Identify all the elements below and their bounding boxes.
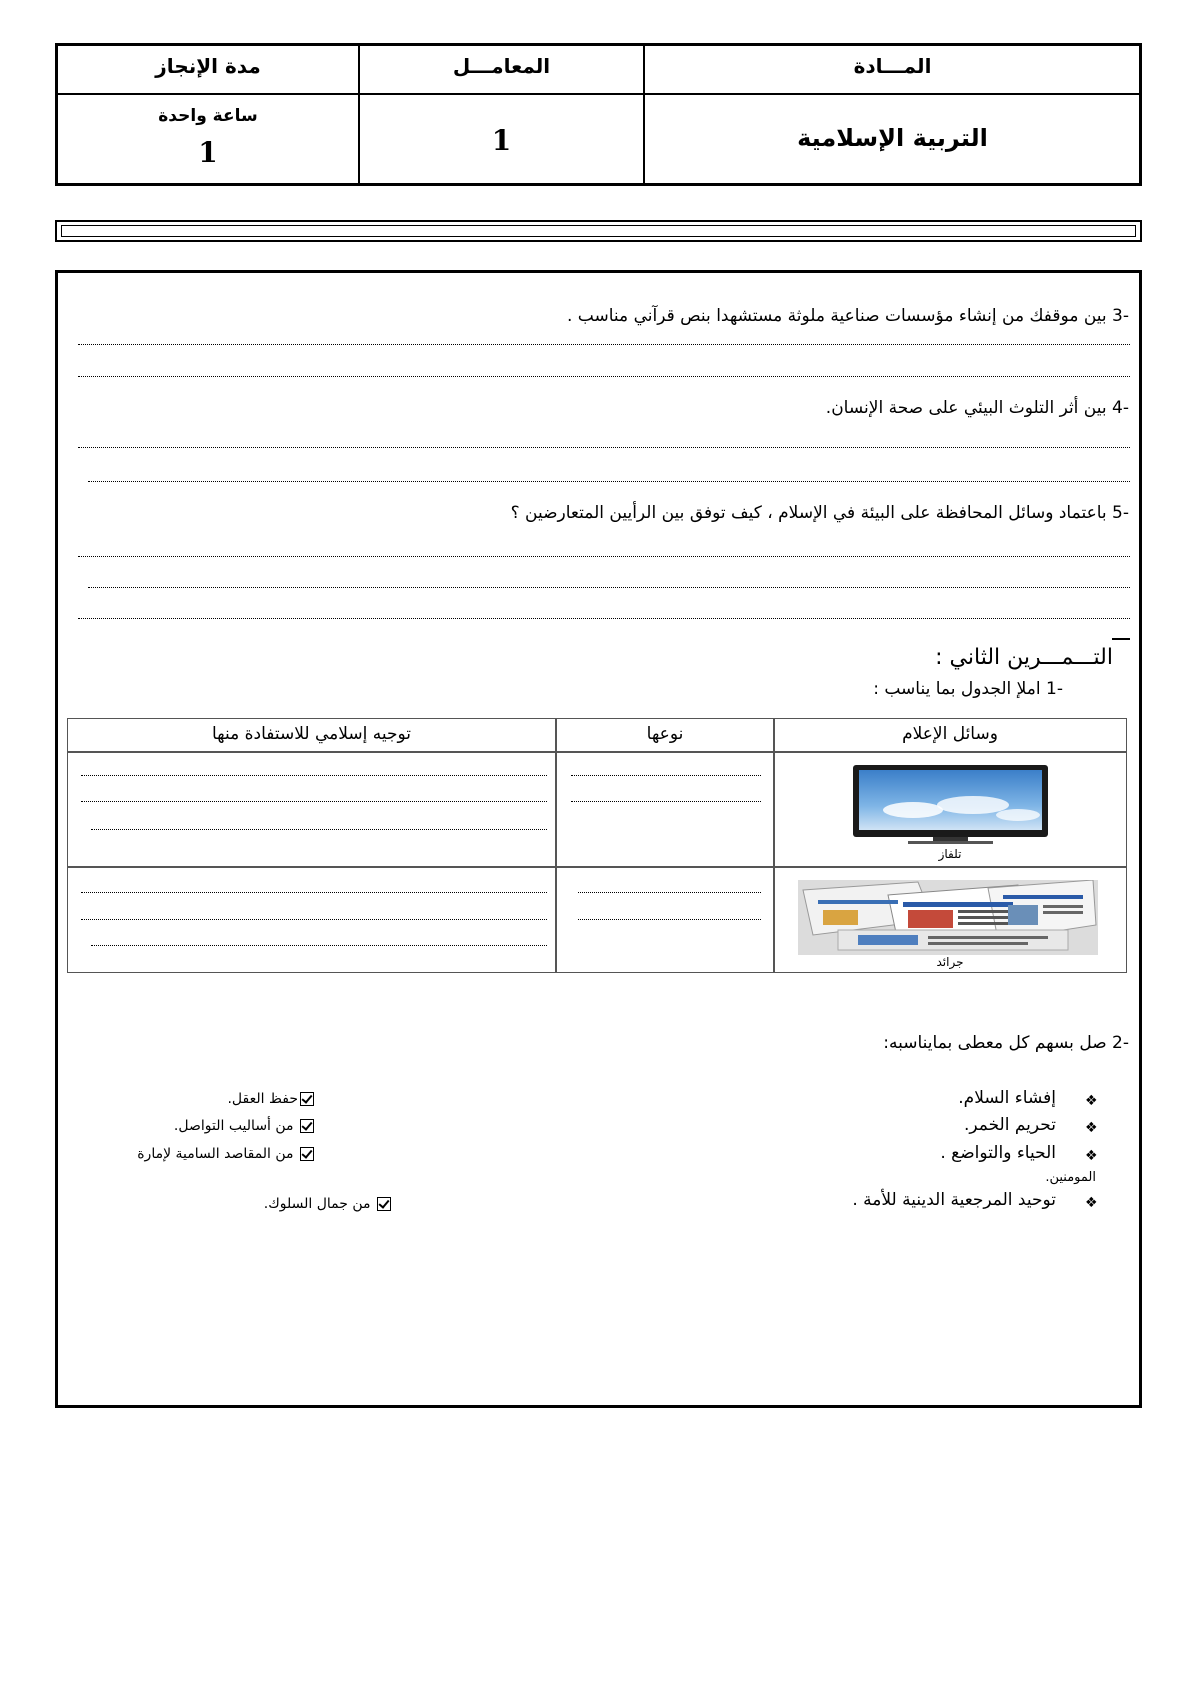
match-item: تحريم الخمر. [963, 1115, 1056, 1135]
checkbox-icon [300, 1147, 314, 1161]
media-caption: جرائد [936, 955, 964, 969]
answer-line[interactable] [81, 892, 547, 893]
col-header-type: نوعها [646, 724, 684, 744]
subject-label: المـــادة [853, 54, 932, 78]
diamond-bullet-icon: ❖ [1085, 1093, 1098, 1109]
coefficient-label: المعامـــل [452, 54, 551, 78]
overflow-word: المومنين. [1045, 1170, 1096, 1185]
answer-line[interactable] [91, 829, 547, 830]
match-option: من جمال السلوك. [264, 1196, 391, 1212]
answer-line[interactable] [78, 447, 1130, 448]
media-caption: تلفاز [938, 847, 962, 861]
match-item: توحيد المرجعية الدينية للأمة . [852, 1190, 1056, 1210]
question-5: -5 باعتماد وسائل المحافظة على البيئة في الإسلام ، كيف توفق بين الرأيين المتعارضين ؟ [510, 503, 1129, 523]
col-header-guidance: توجيه إسلامي للاستفادة منها [211, 724, 412, 744]
match-option: من أساليب التواصل. [174, 1118, 314, 1134]
newspapers-image [798, 880, 1098, 955]
duration-text: ساعة واحدة [158, 106, 258, 126]
answer-line[interactable] [578, 892, 761, 893]
subject-value: التربية الإسلامية [797, 124, 988, 152]
checkbox-icon [300, 1119, 314, 1133]
coefficient-value: 1 [491, 124, 512, 157]
exercise-2-title: التـــمـــرين الثاني : [935, 645, 1113, 670]
answer-line[interactable] [81, 775, 547, 776]
duration-label: مدة الإنجاز [155, 54, 261, 78]
match-option: حفظ العقل. [227, 1091, 314, 1107]
answer-line[interactable] [91, 945, 547, 946]
match-option: من المقاصد السامية لإمارة [137, 1146, 314, 1162]
answer-line[interactable] [88, 481, 1130, 482]
dash-mark [1112, 638, 1130, 640]
col-header-media: وسائل الإعلام [902, 724, 998, 744]
answer-line[interactable] [78, 376, 1130, 377]
tv-image [853, 765, 1048, 845]
header-table [55, 43, 1142, 186]
separator-band [55, 220, 1142, 242]
media-table [67, 718, 1127, 973]
answer-line[interactable] [78, 556, 1130, 557]
answer-line[interactable] [578, 919, 761, 920]
answer-line[interactable] [78, 344, 1130, 345]
match-item: إفشاء السلام. [958, 1088, 1056, 1108]
match-item: الحياء والتواضع . [940, 1143, 1056, 1163]
answer-line[interactable] [81, 801, 547, 802]
answer-line[interactable] [88, 587, 1130, 588]
answer-line[interactable] [78, 618, 1130, 619]
question-4: -4 بين أثر التلوث البيئي على صحة الإنسان. [825, 398, 1129, 418]
answer-line[interactable] [81, 919, 547, 920]
exercise-2-q2: -2 صل بسهم كل معطى بمايناسبه: [883, 1033, 1129, 1053]
diamond-bullet-icon: ❖ [1085, 1148, 1098, 1164]
answer-line[interactable] [571, 801, 761, 802]
duration-value: 1 [198, 136, 218, 169]
checkbox-icon [377, 1197, 391, 1211]
header-divider [58, 93, 1139, 95]
checkbox-icon [300, 1092, 314, 1106]
diamond-bullet-icon: ❖ [1085, 1120, 1098, 1136]
exercise-2-q1: -1 املإ الجدول بما يناسب : [873, 679, 1063, 699]
diamond-bullet-icon: ❖ [1085, 1195, 1098, 1211]
question-3: -3 بين موقفك من إنشاء مؤسسات صناعية ملوثة مستشهدا بنص قرآني مناسب . [567, 306, 1129, 326]
answer-line[interactable] [571, 775, 761, 776]
